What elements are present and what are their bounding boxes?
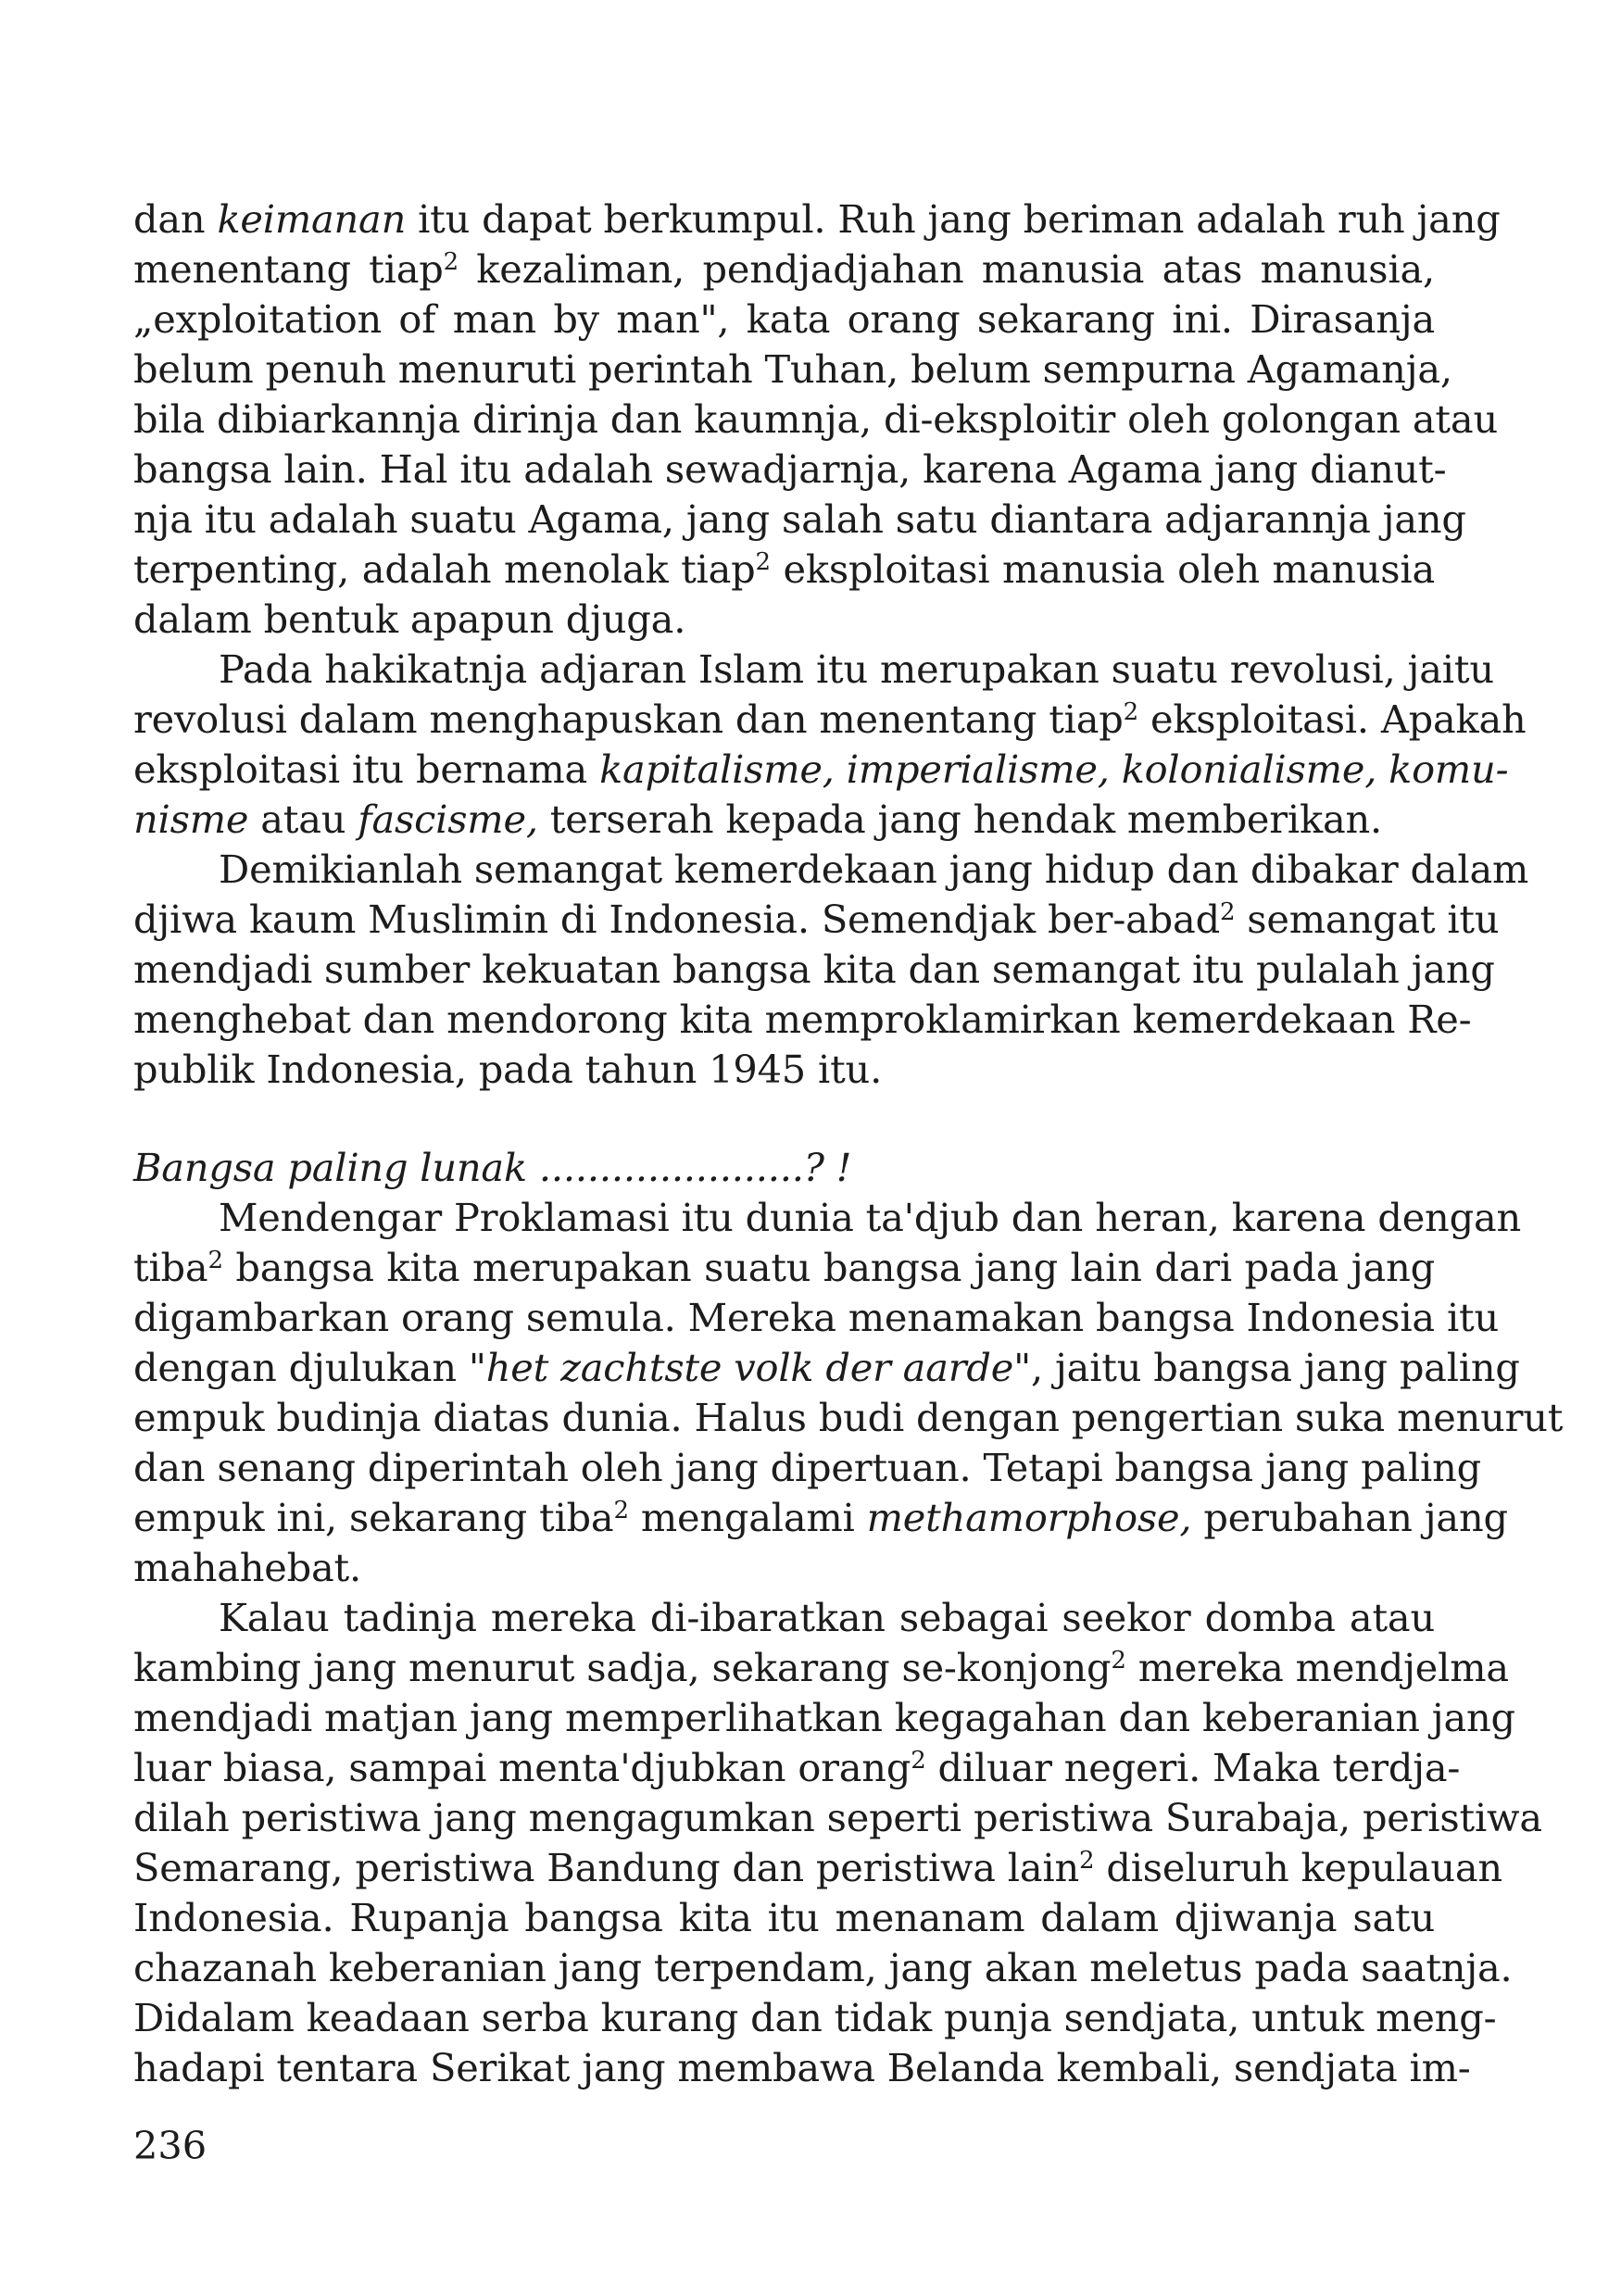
text-line: empuk budinja diatas dunia. Halus budi dengan pengertian suka menurut bbox=[133, 1395, 1564, 1440]
text-line: Pada hakikatnja adjaran Islam itu merupakan suatu revolusi, jaitu bbox=[219, 646, 1494, 692]
text-line: chazanah keberanian jang terpendam, jang akan meletus pada saatnja. bbox=[133, 1945, 1513, 1990]
paragraph bbox=[133, 1193, 1564, 1593]
text-line: dilah peristiwa jang mengagumkan seperti peristiwa Surabaja, peristiwa bbox=[133, 1795, 1542, 1840]
text-line: terpenting, adalah menolak tiap$^2$ eksploitasi manusia oleh manusia bbox=[133, 546, 1435, 592]
text-line: Kalau tadinja mereka di-ibaratkan sebagai seekor domba atau bbox=[219, 1595, 1435, 1640]
text-line: empuk ini, sekarang tiba$^2$ mengalami methamorphose, perubahan jang bbox=[133, 1495, 1508, 1540]
page-body bbox=[133, 194, 1564, 2093]
text-line: „exploitation of man by man", kata orang sekarang ini. Dirasanja bbox=[133, 296, 1435, 342]
text-line: dan keimanan itu dapat berkumpul. Ruh jang beriman adalah ruh jang bbox=[133, 196, 1501, 242]
text-line: menentang tiap$^2$ kezaliman, pendjadjahan manusia atas manusia, bbox=[133, 246, 1435, 292]
text-line: publik Indonesia, pada tahun 1945 itu. bbox=[133, 1047, 883, 1092]
text-line: hadapi tentara Serikat jang membawa Belanda kembali, sendjata im- bbox=[133, 2045, 1471, 2090]
text-line: mendjadi sumber kekuatan bangsa kita dan semangat itu pulalah jang bbox=[133, 947, 1495, 992]
paragraph bbox=[133, 194, 1501, 645]
text-line: nja itu adalah suatu Agama, jang salah satu diantara adjarannja jang bbox=[133, 496, 1466, 542]
text-line: tiba$^2$ bangsa kita merupakan suatu bangsa jang lain dari pada jang bbox=[133, 1245, 1435, 1290]
page-number: 236 bbox=[133, 2123, 207, 2168]
text-line: luar biasa, sampai menta'djubkan orang$^2$ diluar negeri. Maka terdja- bbox=[133, 1745, 1461, 1790]
section-heading: Bangsa paling lunak ......................? ! bbox=[133, 1145, 852, 1190]
text-line: djiwa kaum Muslimin di Indonesia. Semendjak ber-abad$^2$ semangat itu bbox=[133, 897, 1500, 942]
paragraph bbox=[133, 645, 1527, 845]
text-line: bila dibiarkannja dirinja dan kaumnja, di-eksploitir oleh golongan atau bbox=[133, 396, 1498, 442]
paragraph bbox=[133, 1593, 1542, 2093]
text-line: dan senang diperintah oleh jang dipertuan. Tetapi bangsa jang paling bbox=[133, 1445, 1482, 1490]
text-line: Semarang, peristiwa Bandung dan peristiwa lain$^2$ diseluruh kepulauan bbox=[133, 1845, 1502, 1890]
text-line: belum penuh menuruti perintah Tuhan, belum sempurna Agamanja, bbox=[133, 346, 1452, 392]
text-line: dengan djulukan "het zachtste volk der aarde", jaitu bangsa jang paling bbox=[133, 1345, 1520, 1390]
text-line: Indonesia. Rupanja bangsa kita itu menanam dalam djiwanja satu bbox=[133, 1895, 1435, 1940]
text-line: mahahebat. bbox=[133, 1545, 362, 1590]
paragraph bbox=[133, 845, 1529, 1095]
text-line: revolusi dalam menghapuskan dan menentang tiap$^2$ eksploitasi. Apakah bbox=[133, 696, 1527, 742]
text-line: Didalam keadaan serba kurang dan tidak punja sendjata, untuk meng- bbox=[133, 1995, 1497, 2040]
text-line: nisme atau fascisme, terserah kepada jang hendak memberikan. bbox=[133, 797, 1383, 842]
text-line: menghebat dan mendorong kita memproklamirkan kemerdekaan Re- bbox=[133, 997, 1472, 1042]
text-line: dalam bentuk apapun djuga. bbox=[133, 596, 686, 642]
text-line: kambing jang menurut sadja, sekarang se-konjong$^2$ mereka mendjelma bbox=[133, 1645, 1509, 1690]
text-line: Demikianlah semangat kemerdekaan jang hidup dan dibakar dalam bbox=[219, 847, 1529, 892]
text-line: eksploitasi itu bernama kapitalisme, imperialisme, kolonialisme, komu- bbox=[133, 747, 1509, 792]
text-line: Mendengar Proklamasi itu dunia ta'djub dan heran, karena dengan bbox=[219, 1195, 1522, 1240]
text-line: mendjadi matjan jang memperlihatkan kegagahan dan keberanian jang bbox=[133, 1695, 1515, 1740]
text-line: digambarkan orang semula. Mereka menamakan bangsa Indonesia itu bbox=[133, 1295, 1500, 1340]
text-line: bangsa lain. Hal itu adalah sewadjarnja, karena Agama jang dianut- bbox=[133, 446, 1447, 492]
